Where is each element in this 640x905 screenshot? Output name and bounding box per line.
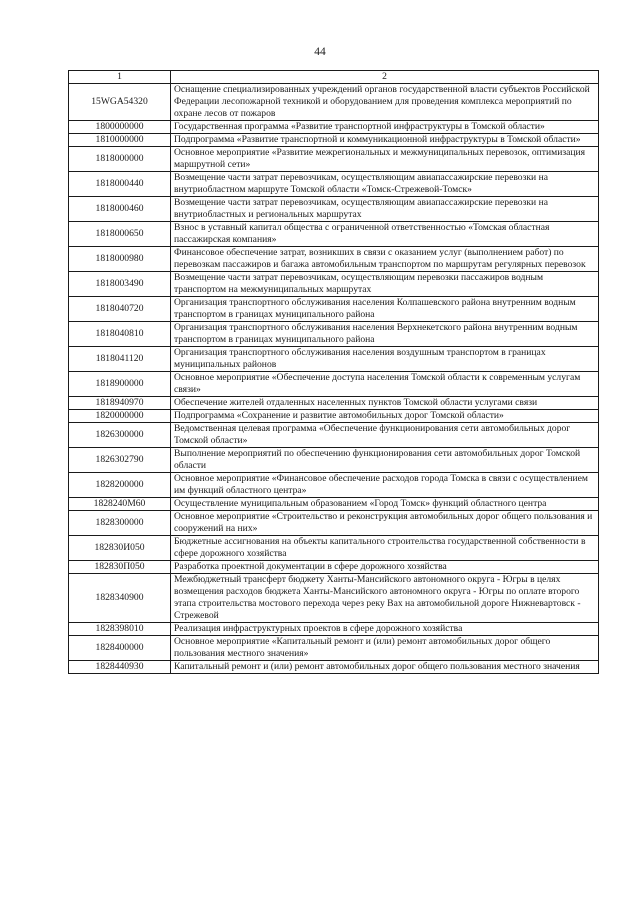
table-row bbox=[69, 511, 599, 536]
item-description: Межбюджетный трансферт бюджету Ханты-Мансийского автономного округа - Югры в целях возмещения расходов бюджета Ханты-Мансийского автономного округа - Югры по оплате второго этапа строительства мостового перехода через реку Вах на автомобильной дороге Нижневартовск - Стрежевой bbox=[171, 574, 599, 623]
item-description: Обеспечение жителей отдаленных населенных пунктов Томской области услугами связи bbox=[171, 397, 599, 410]
classification-code: 1818900000 bbox=[69, 372, 171, 397]
item-description: Осуществление муниципальным образованием «Город Томск» функций областного центра bbox=[171, 498, 599, 511]
item-description: Ведомственная целевая программа «Обеспечение функционирования сети автомобильных дорог Томской области» bbox=[171, 423, 599, 448]
item-description: Основное мероприятие «Обеспечение доступа населения Томской области к современным услугам связи» bbox=[171, 372, 599, 397]
item-description: Основное мероприятие «Развитие межрегиональных и межмуниципальных перевозок, оптимизация маршрутной сети» bbox=[171, 147, 599, 172]
budget-classification-table bbox=[68, 70, 599, 674]
item-description: Взнос в уставный капитал общества с ограниченной ответственностью «Томская областная пассажирская компания» bbox=[171, 222, 599, 247]
classification-code: 1826302790 bbox=[69, 448, 171, 473]
table-row bbox=[69, 636, 599, 661]
table-row bbox=[69, 147, 599, 172]
classification-code: 1818000650 bbox=[69, 222, 171, 247]
item-description: Бюджетные ассигнования на объекты капитального строительства государственной собственности в сфере дорожного хозяйства bbox=[171, 536, 599, 561]
classification-code: 1820000000 bbox=[69, 410, 171, 423]
item-description: Выполнение мероприятий по обеспечению функционирования сети автомобильных дорог Томской области bbox=[171, 448, 599, 473]
table-header-row bbox=[69, 71, 599, 84]
classification-code: 1818000460 bbox=[69, 197, 171, 222]
table-row bbox=[69, 448, 599, 473]
item-description: Капитальный ремонт и (или) ремонт автомобильных дорог общего пользования местного значения bbox=[171, 661, 599, 674]
item-description: Разработка проектной документации в сфере дорожного хозяйства bbox=[171, 561, 599, 574]
item-description: Организация транспортного обслуживания населения Верхнекетского района внутренним водным транспортом в границах муниципального района bbox=[171, 322, 599, 347]
item-description: Подпрограмма «Сохранение и развитие автомобильных дорог Томской области» bbox=[171, 410, 599, 423]
classification-code: 1828340900 bbox=[69, 574, 171, 623]
classification-code: 182830И050 bbox=[69, 536, 171, 561]
item-description: Организация транспортного обслуживания населения воздушным транспортом в границах муниципальных районов bbox=[171, 347, 599, 372]
table-row bbox=[69, 121, 599, 134]
item-description: Организация транспортного обслуживания населения Колпашевского района внутренним водным транспортом в границах муниципального района bbox=[171, 297, 599, 322]
item-description: Возмещение части затрат перевозчикам, осуществляющим авиапассажирские перевозки на внутриобластных и региональных маршрутах bbox=[171, 197, 599, 222]
table-row bbox=[69, 322, 599, 347]
classification-code: 1818003490 bbox=[69, 272, 171, 297]
classification-code: 1818940970 bbox=[69, 397, 171, 410]
item-description: Основное мероприятие «Финансовое обеспечение расходов города Томска в связи с осуществлением им функций областного центра» bbox=[171, 473, 599, 498]
table-row bbox=[69, 397, 599, 410]
page-number: 44 bbox=[314, 46, 326, 58]
classification-code: 1818000440 bbox=[69, 172, 171, 197]
table-row bbox=[69, 423, 599, 448]
classification-code: 1828200000 bbox=[69, 473, 171, 498]
table-row bbox=[69, 272, 599, 297]
classification-code: 1828398010 bbox=[69, 623, 171, 636]
column-header-2: 2 bbox=[171, 71, 599, 84]
table-row bbox=[69, 347, 599, 372]
classification-code: 1818000000 bbox=[69, 147, 171, 172]
item-description: Возмещение части затрат перевозчикам, осуществляющим перевозки пассажиров водным транспортом на межмуниципальных маршрутах bbox=[171, 272, 599, 297]
item-description: Реализация инфраструктурных проектов в сфере дорожного хозяйства bbox=[171, 623, 599, 636]
classification-code: 1818040720 bbox=[69, 297, 171, 322]
classification-code: 182830П050 bbox=[69, 561, 171, 574]
table-row bbox=[69, 197, 599, 222]
table-row bbox=[69, 536, 599, 561]
table-row bbox=[69, 561, 599, 574]
classification-code: 1828300000 bbox=[69, 511, 171, 536]
table-row bbox=[69, 134, 599, 147]
table-row bbox=[69, 410, 599, 423]
item-description: Основное мероприятие «Капитальный ремонт и (или) ремонт автомобильных дорог общего пользования местного значения» bbox=[171, 636, 599, 661]
item-description: Государственная программа «Развитие транспортной инфраструктуры в Томской области» bbox=[171, 121, 599, 134]
column-header-1: 1 bbox=[69, 71, 171, 84]
table-row bbox=[69, 297, 599, 322]
item-description: Оснащение специализированных учреждений органов государственной власти субъектов Российской Федерации лесопожарной техникой и оборудованием для проведения комплекса мероприятий по охране лесов от пожаров bbox=[171, 84, 599, 121]
table-row bbox=[69, 623, 599, 636]
classification-code: 1800000000 bbox=[69, 121, 171, 134]
classification-code: 1828240М60 bbox=[69, 498, 171, 511]
table-row bbox=[69, 661, 599, 674]
table-row bbox=[69, 84, 599, 121]
table-row bbox=[69, 172, 599, 197]
classification-code: 1818040810 bbox=[69, 322, 171, 347]
table-row bbox=[69, 222, 599, 247]
table-row bbox=[69, 574, 599, 623]
classification-code: 1828400000 bbox=[69, 636, 171, 661]
classification-code: 1828440930 bbox=[69, 661, 171, 674]
classification-code: 1826300000 bbox=[69, 423, 171, 448]
classification-code: 15WGA54320 bbox=[69, 84, 171, 121]
table-row bbox=[69, 473, 599, 498]
item-description: Возмещение части затрат перевозчикам, осуществляющим авиапассажирские перевозки на внутриобластном маршруте Томской области «Томск-Стрежевой-Томск» bbox=[171, 172, 599, 197]
item-description: Финансовое обеспечение затрат, возникших в связи с оказанием услуг (выполнением работ) по перевозкам пассажиров и багажа автомобильным транспортом по маршрутам регулярных перевозок bbox=[171, 247, 599, 272]
classification-code: 1810000000 bbox=[69, 134, 171, 147]
table-row bbox=[69, 498, 599, 511]
item-description: Основное мероприятие «Строительство и реконструкция автомобильных дорог общего пользования и сооружений на них» bbox=[171, 511, 599, 536]
classification-code: 1818041120 bbox=[69, 347, 171, 372]
classification-code: 1818000980 bbox=[69, 247, 171, 272]
table-row bbox=[69, 247, 599, 272]
table-row bbox=[69, 372, 599, 397]
item-description: Подпрограмма «Развитие транспортной и коммуникационной инфраструктуры в Томской области» bbox=[171, 134, 599, 147]
